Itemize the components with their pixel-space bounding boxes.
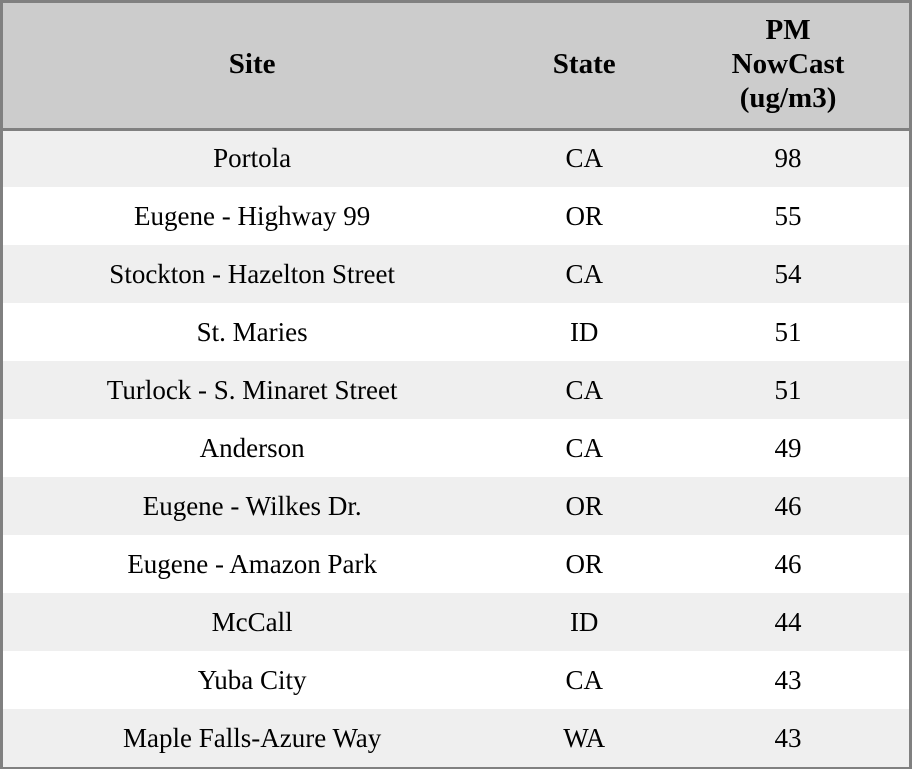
cell-pm-nowcast: 54 [667,245,909,303]
cell-site: McCall [3,593,501,651]
cell-pm-nowcast: 98 [667,129,909,187]
column-header-pm-nowcast [667,3,909,129]
cell-pm-nowcast: 51 [667,303,909,361]
table-row [3,245,909,303]
table-row [3,419,909,477]
table-row [3,651,909,709]
table-row [3,477,909,535]
cell-pm-nowcast: 49 [667,419,909,477]
cell-state: CA [501,129,667,187]
cell-site: Yuba City [3,651,501,709]
cell-site: Maple Falls-Azure Way [3,709,501,767]
column-header-pm-nowcast-line-3: (ug/m3) [739,82,837,115]
table-row [3,535,909,593]
cell-state: OR [501,187,667,245]
cell-state: CA [501,651,667,709]
cell-site: Portola [3,129,501,187]
cell-pm-nowcast: 43 [667,709,909,767]
table-header [3,3,909,129]
cell-pm-nowcast: 55 [667,187,909,245]
column-header-pm-nowcast-line-1: PM [765,14,811,46]
table-row [3,361,909,419]
table-row [3,709,909,767]
cell-state: ID [501,593,667,651]
cell-pm-nowcast: 46 [667,535,909,593]
cell-state: WA [501,709,667,767]
cell-pm-nowcast: 43 [667,651,909,709]
column-header-pm-nowcast-line-2: NowCast [731,48,845,81]
cell-state: OR [501,477,667,535]
cell-site: Anderson [3,419,501,477]
cell-site: Turlock - S. Minaret Street [3,361,501,419]
cell-state: CA [501,361,667,419]
column-header-state [501,3,667,129]
pm-nowcast-table [3,3,909,767]
cell-site: Eugene - Amazon Park [3,535,501,593]
cell-pm-nowcast: 44 [667,593,909,651]
column-header-site [3,3,501,129]
cell-state: CA [501,419,667,477]
cell-site: St. Maries [3,303,501,361]
table-body [3,129,909,767]
cell-state: ID [501,303,667,361]
table-row [3,593,909,651]
column-header-site-line-1: Site [228,48,276,81]
cell-site: Eugene - Highway 99 [3,187,501,245]
cell-state: CA [501,245,667,303]
table-row [3,187,909,245]
cell-state: OR [501,535,667,593]
table-header-row [3,3,909,129]
cell-pm-nowcast: 46 [667,477,909,535]
cell-pm-nowcast: 51 [667,361,909,419]
table-row [3,303,909,361]
cell-site: Eugene - Wilkes Dr. [3,477,501,535]
table-row [3,129,909,187]
column-header-state-line-1: State [552,48,616,81]
cell-site: Stockton - Hazelton Street [3,245,501,303]
